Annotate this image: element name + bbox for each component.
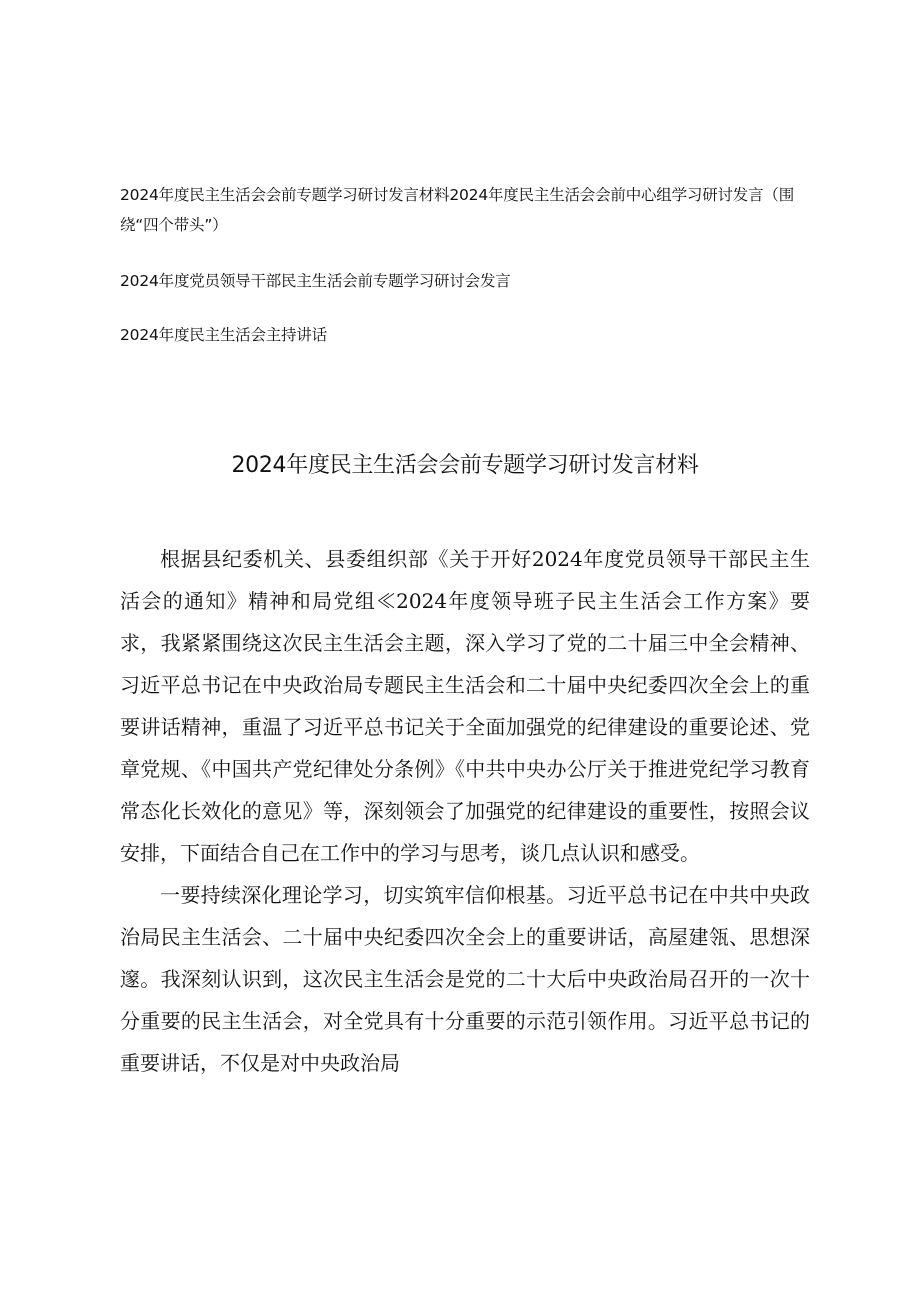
toc-item-1: 2024年度民主生活会会前专题学习研讨发言材料2024年度民主生活会会前中心组学习研讨发言（围绕“四个带头”） [120, 186, 794, 234]
toc-item-2: 2024年度党员领导干部民主生活会前专题学习研讨会发言 [120, 272, 511, 290]
table-of-contents [120, 180, 810, 374]
toc-item-3: 2024年度民主生活会主持讲话 [120, 326, 327, 344]
body-paragraph-1: 根据县纪委机关、县委组织部《关于开好2024年度党员领导干部民主生活会的通知》精神和局党组≪2024年度领导班子民主生活会工作方案》要求，我紧紧围绕这次民主生活会主题，深入学习了党的二十届三中全会精神、习近平总书记在中央政治局专题民主生活会和二十届中央纪委四次全会上的重要讲话精神，重温了习近平总书记关于全面加强党的纪律建设的重要论述、党章党规、《中国共产党纪律处分条例》《中共中央办公厅关于推进党纪学习教育常态化长效化的意见》等，深刻领会了加强党的纪律建设的重要性，按照会议安排，下面结合自己在工作中的学习与思考，谈几点认识和感受。 [120, 547, 810, 865]
document-title: 2024年度民主生活会会前专题学习研讨发言材料 [231, 453, 699, 478]
body-paragraph-2: 一要持续深化理论学习，切实筑牢信仰根基。习近平总书记在中共中央政治局民主生活会、二十届中央纪委四次全会上的重要讲话，高屋建瓴、思想深邃。我深刻认识到，这次民主生活会是党的二十大后中央政治局召开的一次十分重要的民主生活会，对全党具有十分重要的示范引领作用。习近平总书记的重要讲话，不仅是对中央政治局 [120, 883, 810, 1075]
document-body [120, 538, 810, 1084]
